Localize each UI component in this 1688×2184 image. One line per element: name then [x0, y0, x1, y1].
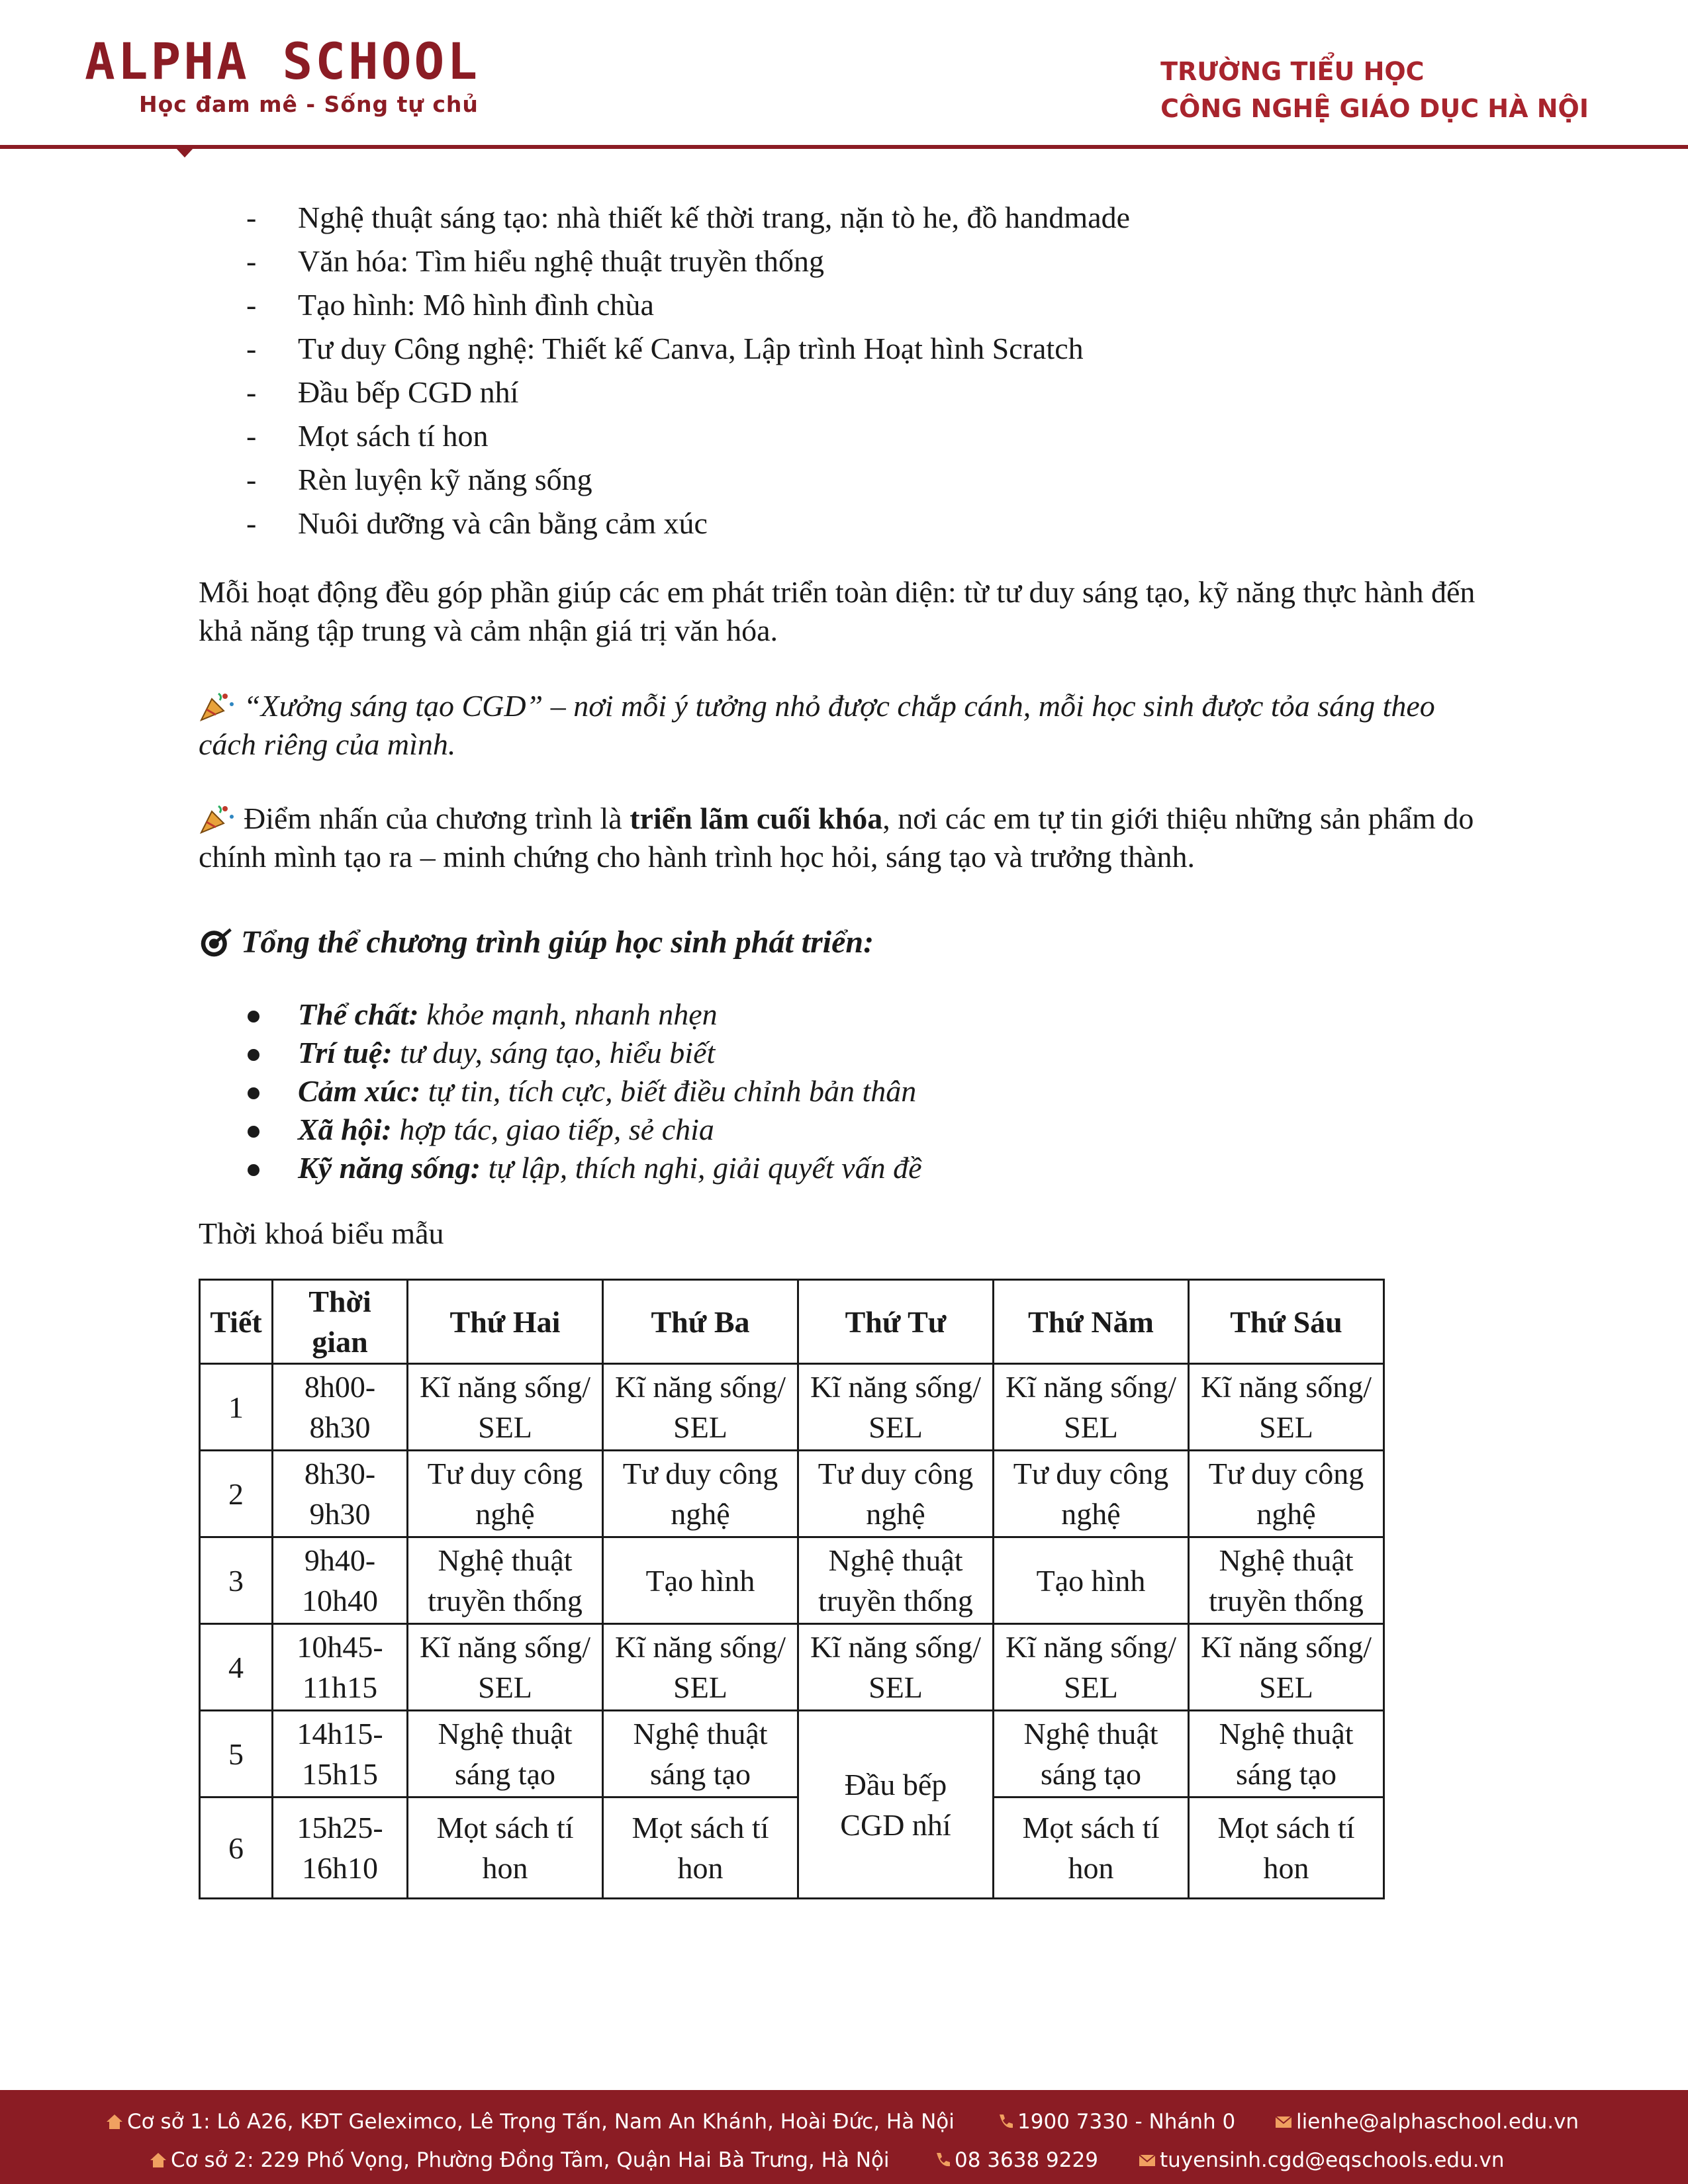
list-item: - Tư duy Công nghệ: Thiết kế Canva, Lập trình Hoạt hình Scratch	[199, 327, 1496, 371]
time-cell: 15h25- 16h10	[273, 1797, 408, 1899]
timetable	[199, 1279, 1385, 1899]
list-item: - Nuôi dưỡng và cân bằng cảm xúc	[199, 502, 1496, 545]
home-icon	[150, 2152, 167, 2169]
phone-icon	[996, 2113, 1013, 2130]
list-item: - Rèn luyện kỹ năng sống	[199, 458, 1496, 502]
period-cell: 3	[200, 1537, 273, 1624]
campus-2-phone[interactable]: 08 3638 9229	[933, 2148, 1098, 2172]
table-row	[200, 1537, 1384, 1624]
table-cell: Tư duy công nghệ	[1189, 1451, 1384, 1537]
col-header: Thứ Ba	[603, 1280, 798, 1364]
table-cell: Tạo hình	[994, 1537, 1189, 1624]
target-icon	[199, 926, 234, 959]
slogan-paragraph: “Xưởng sáng tạo CGD” – nơi mỗi ý tưởng nhỏ được chắp cánh, mỗi học sinh được tỏa sáng theo cách riêng của mình.	[199, 689, 1435, 761]
col-header: Thứ Hai	[408, 1280, 603, 1364]
list-item: - Tạo hình: Mô hình đình chùa	[199, 283, 1496, 327]
table-cell: Kĩ năng sống/ SEL	[603, 1364, 798, 1451]
table-cell: Nghệ thuật truyền thống	[1189, 1537, 1384, 1624]
phone-icon	[933, 2152, 951, 2169]
table-cell: Kĩ năng sống/ SEL	[408, 1364, 603, 1451]
table-cell: Nghệ thuật sáng tạo	[1189, 1711, 1384, 1797]
table-row	[200, 1797, 1384, 1899]
table-cell: Tư duy công nghệ	[798, 1451, 994, 1537]
dash-marker: -	[246, 463, 257, 496]
period-cell: 6	[200, 1797, 273, 1899]
table-cell: Tư duy công nghệ	[603, 1451, 798, 1537]
campus-2-address: Cơ sở 2: 229 Phố Vọng, Phường Đồng Tâm, Quận Hai Bà Trưng, Hà Nội	[150, 2148, 890, 2172]
table-cell: Kĩ năng sống/ SEL	[994, 1364, 1189, 1451]
table-cell: Kĩ năng sống/ SEL	[408, 1624, 603, 1711]
development-list	[199, 995, 1496, 1187]
period-cell: 1	[200, 1364, 273, 1451]
col-header: Thứ Tư	[798, 1280, 994, 1364]
table-cell: Mọt sách tí hon	[994, 1797, 1189, 1899]
party-popper-icon	[199, 690, 237, 723]
list-item: Kỹ năng sống: tự lập, thích nghi, giải quyết vấn đề	[199, 1149, 1496, 1187]
list-item: - Văn hóa: Tìm hiểu nghệ thuật truyền thống	[199, 240, 1496, 283]
school-name-line1: TRƯỜNG TIỂU HỌC	[1160, 57, 1425, 86]
table-cell: Kĩ năng sống/ SEL	[798, 1624, 994, 1711]
dash-marker: -	[246, 244, 257, 278]
col-header: Tiết	[200, 1280, 273, 1364]
time-cell: 9h40- 10h40	[273, 1537, 408, 1624]
activity-list	[199, 196, 1496, 545]
list-item: Cảm xúc: tự tin, tích cực, biết điều chỉnh bản thân	[199, 1072, 1496, 1111]
page-content	[199, 196, 1496, 1899]
table-cell: Nghệ thuật truyền thống	[798, 1537, 994, 1624]
page-header	[0, 0, 1688, 159]
table-cell: Mọt sách tí hon	[408, 1797, 603, 1899]
table-cell-merged: Đầu bếp CGD nhí	[798, 1711, 994, 1899]
table-cell: Mọt sách tí hon	[1189, 1797, 1384, 1899]
school-name	[1160, 53, 1589, 127]
table-cell: Tư duy công nghệ	[994, 1451, 1189, 1537]
list-item: Trí tuệ: tư duy, sáng tạo, hiểu biết	[199, 1034, 1496, 1072]
dash-marker: -	[246, 288, 257, 322]
table-cell: Nghệ thuật sáng tạo	[408, 1711, 603, 1797]
mail-icon	[1275, 2113, 1292, 2130]
home-icon	[106, 2113, 123, 2130]
party-popper-icon	[199, 802, 237, 835]
dash-marker: -	[246, 375, 257, 409]
list-item: - Nghệ thuật sáng tạo: nhà thiết kế thời trang, nặn tò he, đồ handmade	[199, 196, 1496, 240]
highlight-paragraph: Điểm nhấn của chương trình là triển lãm cuối khóa, nơi các em tự tin giới thiệu những sản phẩm do chính mình tạo ra – minh chứng cho hành trình học hỏi, sáng tạo và trưởng thành.	[199, 801, 1474, 874]
dash-marker: -	[246, 419, 257, 453]
time-cell: 8h30- 9h30	[273, 1451, 408, 1537]
mail-icon	[1139, 2152, 1156, 2169]
list-item: - Đầu bếp CGD nhí	[199, 371, 1496, 414]
table-cell: Nghệ thuật truyền thống	[408, 1537, 603, 1624]
table-cell: Nghệ thuật sáng tạo	[994, 1711, 1189, 1797]
list-item: - Mọt sách tí hon	[199, 414, 1496, 458]
page-footer	[0, 2090, 1688, 2184]
col-header: Thời gian	[273, 1280, 408, 1364]
table-cell: Nghệ thuật sáng tạo	[603, 1711, 798, 1797]
bullet-dot	[248, 1126, 259, 1138]
campus-1-email[interactable]: lienhe@alphaschool.edu.vn	[1275, 2110, 1579, 2134]
table-cell: Mọt sách tí hon	[603, 1797, 798, 1899]
table-cell: Tạo hình	[603, 1537, 798, 1624]
table-row	[200, 1451, 1384, 1537]
col-header: Thứ Sáu	[1189, 1280, 1384, 1364]
bullet-dot	[248, 1087, 259, 1099]
header-divider	[0, 145, 1688, 149]
bullet-dot	[248, 1049, 259, 1061]
period-cell: 4	[200, 1624, 273, 1711]
bullet-dot	[248, 1011, 259, 1023]
summary-paragraph: Mỗi hoạt động đều góp phần giúp các em phát triển toàn diện: từ tư duy sáng tạo, kỹ năng thực hành đến khả năng tập trung và cảm nhận giá trị văn hóa.	[199, 575, 1476, 647]
table-cell: Tư duy công nghệ	[408, 1451, 603, 1537]
table-header-row	[200, 1280, 1384, 1364]
development-heading: Tổng thể chương trình giúp học sinh phát triển:	[199, 923, 1496, 962]
table-cell: Kĩ năng sống/ SEL	[994, 1624, 1189, 1711]
list-item: Thể chất: khỏe mạnh, nhanh nhẹn	[199, 995, 1496, 1034]
school-name-line2: CÔNG NGHỆ GIÁO DỤC HÀ NỘI	[1160, 94, 1589, 123]
logo-tagline: Học đam mê - Sống tự chủ	[139, 91, 479, 117]
timetable-caption: Thời khoá biểu mẫu	[199, 1216, 444, 1250]
campus-1-address: Cơ sở 1: Lô A26, KĐT Geleximco, Lê Trọng Tấn, Nam An Khánh, Hoài Đức, Hà Nội	[106, 2110, 955, 2134]
time-cell: 10h45- 11h15	[273, 1624, 408, 1711]
dash-marker: -	[246, 332, 257, 365]
table-cell: Kĩ năng sống/ SEL	[1189, 1624, 1384, 1711]
time-cell: 8h00- 8h30	[273, 1364, 408, 1451]
campus-1-phone[interactable]: 1900 7330 - Nhánh 0	[996, 2110, 1235, 2134]
dash-marker: -	[246, 201, 257, 234]
period-cell: 5	[200, 1711, 273, 1797]
table-cell: Kĩ năng sống/ SEL	[1189, 1364, 1384, 1451]
header-notch	[176, 148, 193, 158]
table-row	[200, 1624, 1384, 1711]
table-row	[200, 1711, 1384, 1797]
table-row	[200, 1364, 1384, 1451]
period-cell: 2	[200, 1451, 273, 1537]
dash-marker: -	[246, 506, 257, 540]
time-cell: 14h15- 15h15	[273, 1711, 408, 1797]
table-cell: Kĩ năng sống/ SEL	[603, 1624, 798, 1711]
list-item: Xã hội: hợp tác, giao tiếp, sẻ chia	[199, 1111, 1496, 1149]
campus-2-email[interactable]: tuyensinh.cgd@eqschools.edu.vn	[1139, 2148, 1505, 2172]
table-cell: Kĩ năng sống/ SEL	[798, 1364, 994, 1451]
col-header: Thứ Năm	[994, 1280, 1189, 1364]
bullet-dot	[248, 1164, 259, 1176]
logo-title: ALPHA SCHOOL	[85, 32, 481, 91]
